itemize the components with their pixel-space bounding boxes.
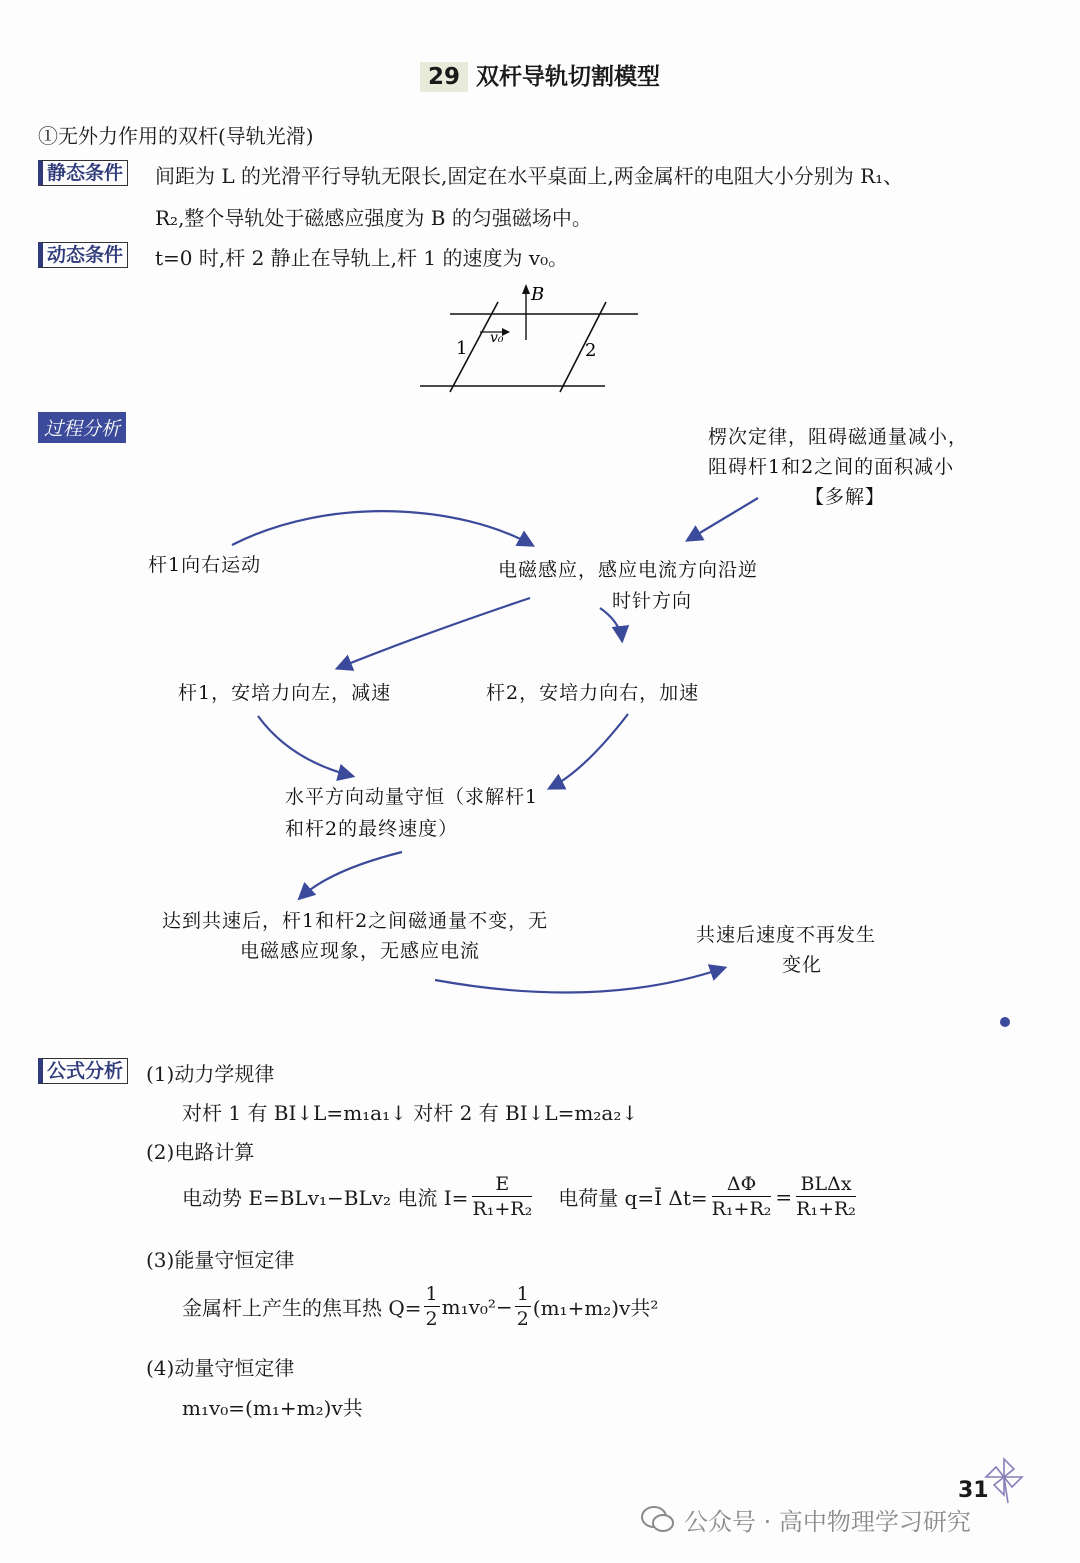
decor-dot: [1000, 1017, 1010, 1027]
formula-label-box: [38, 1058, 128, 1084]
arrow-induction-to-rod1: [338, 598, 530, 668]
note-multi-solution: 【多解】: [805, 486, 886, 508]
frac-half-2-num: 1: [516, 1283, 529, 1305]
formula-h4: (4)动量守恒定律: [146, 1356, 295, 1380]
note-lenz-2: 阻碍杆1和2之间的面积减小: [708, 456, 955, 478]
arrow-momentum-to-common: [300, 852, 402, 898]
frac-half-2: [515, 1282, 531, 1331]
title-text: 双杆导轨切割模型: [476, 64, 660, 90]
frac-half-1-den: 2: [425, 1308, 438, 1330]
formula-energy: [182, 1282, 658, 1331]
dynamic-line1: t=0 时,杆 2 静止在导轨上,杆 1 的速度为 v₀。: [155, 246, 569, 270]
note-rod1-force: 杆1，安培力向左，减速: [178, 682, 392, 704]
frac-charge-1-num: ΔΦ: [712, 1172, 772, 1197]
formula-label: 公式分析: [38, 1058, 128, 1084]
static-line2: R₂,整个导轨处于磁感应强度为 B 的匀强磁场中。: [155, 206, 592, 230]
formula-heat-mid2: (m₁+m₂)v共²: [532, 1296, 659, 1320]
wechat-icon: [640, 1504, 676, 1534]
frac-current-den: R₁+R₂: [472, 1198, 533, 1220]
note-common-1: 达到共速后，杆1和杆2之间磁通量不变，无: [162, 910, 549, 932]
arrow-common-to-final: [435, 968, 724, 993]
frac-charge-1: [712, 1172, 772, 1221]
formula-h2: (2)电路计算: [146, 1140, 255, 1164]
process-label: 过程分析: [38, 412, 126, 443]
note-momentum-2: 和杆2的最终速度）: [285, 818, 459, 840]
formula-heat-mid1: m₁v₀²−: [441, 1294, 513, 1319]
note-final-1: 共速后速度不再发生: [696, 924, 877, 946]
formula-momentum: m₁v₀=(m₁+m₂)v共: [182, 1396, 363, 1420]
formula-equals: =: [775, 1184, 793, 1209]
note-induction-1: 电磁感应，感应电流方向沿逆: [498, 559, 759, 581]
formula-circuit: [182, 1172, 856, 1221]
footer-account: 公众号 · 高中物理学习研究: [684, 1508, 971, 1536]
frac-half-1-num: 1: [425, 1283, 438, 1305]
frac-current: [472, 1172, 532, 1221]
note-rod2-force: 杆2，安培力向右，加速: [486, 682, 700, 704]
formula-h1: (1)动力学规律: [146, 1062, 275, 1086]
frac-half-1: [424, 1282, 440, 1331]
rod-2-label: 2: [585, 340, 597, 361]
static-line1: 间距为 L 的光滑平行导轨无限长,固定在水平桌面上,两金属杆的电阻大小分别为 R₁、: [155, 164, 904, 188]
note-induction-2: 时针方向: [612, 590, 693, 612]
formula-h3: (3)能量守恒定律: [146, 1248, 295, 1272]
dynamic-label: 动态条件: [38, 242, 128, 268]
frac-charge-2-num: BLΔx: [796, 1172, 856, 1197]
frac-charge-2: [796, 1172, 856, 1221]
arrow-move-to-induction: [232, 511, 532, 545]
title-number: 29: [420, 62, 468, 92]
section-heading: ①无外力作用的双杆(导轨光滑): [38, 124, 314, 148]
formula-dynamics: 对杆 1 有 BI↓L=m₁a₁↓ 对杆 2 有 BI↓L=m₂a₂↓: [182, 1101, 639, 1125]
note-rod1-moves: 杆1向右运动: [148, 554, 262, 576]
note-lenz-1: 楞次定律，阻碍磁通量减小，: [708, 426, 969, 448]
formula-heat-pre: 金属杆上产生的焦耳热 Q=: [182, 1296, 422, 1320]
rod-1-label: 1: [456, 338, 468, 359]
pinwheel-icon: [984, 1455, 1024, 1505]
frac-half-2-den: 2: [516, 1308, 529, 1330]
formula-charge-pre: 电荷量 q=Ī Δt=: [558, 1186, 708, 1210]
arrow-rod2-to-momentum: [550, 714, 628, 788]
static-label: 静态条件: [38, 160, 128, 186]
frac-charge-2-den: R₁+R₂: [796, 1198, 856, 1220]
arrow-rod1-to-momentum: [258, 716, 352, 776]
b-label: B: [531, 284, 545, 305]
frac-charge-1-den: R₁+R₂: [711, 1198, 772, 1220]
note-common-2: 电磁感应现象，无感应电流: [240, 940, 481, 962]
note-final-2: 变化: [782, 954, 823, 976]
v0-label: v₀: [490, 330, 504, 346]
formula-emf: 电动势 E=BLv₁−BLv₂ 电流 I=: [182, 1186, 469, 1210]
page-number: 31: [958, 1478, 989, 1503]
note-momentum-1: 水平方向动量守恒（求解杆1: [285, 786, 539, 808]
arrow-lenz-to-induction: [688, 498, 758, 540]
frac-current-num: E: [472, 1172, 532, 1197]
